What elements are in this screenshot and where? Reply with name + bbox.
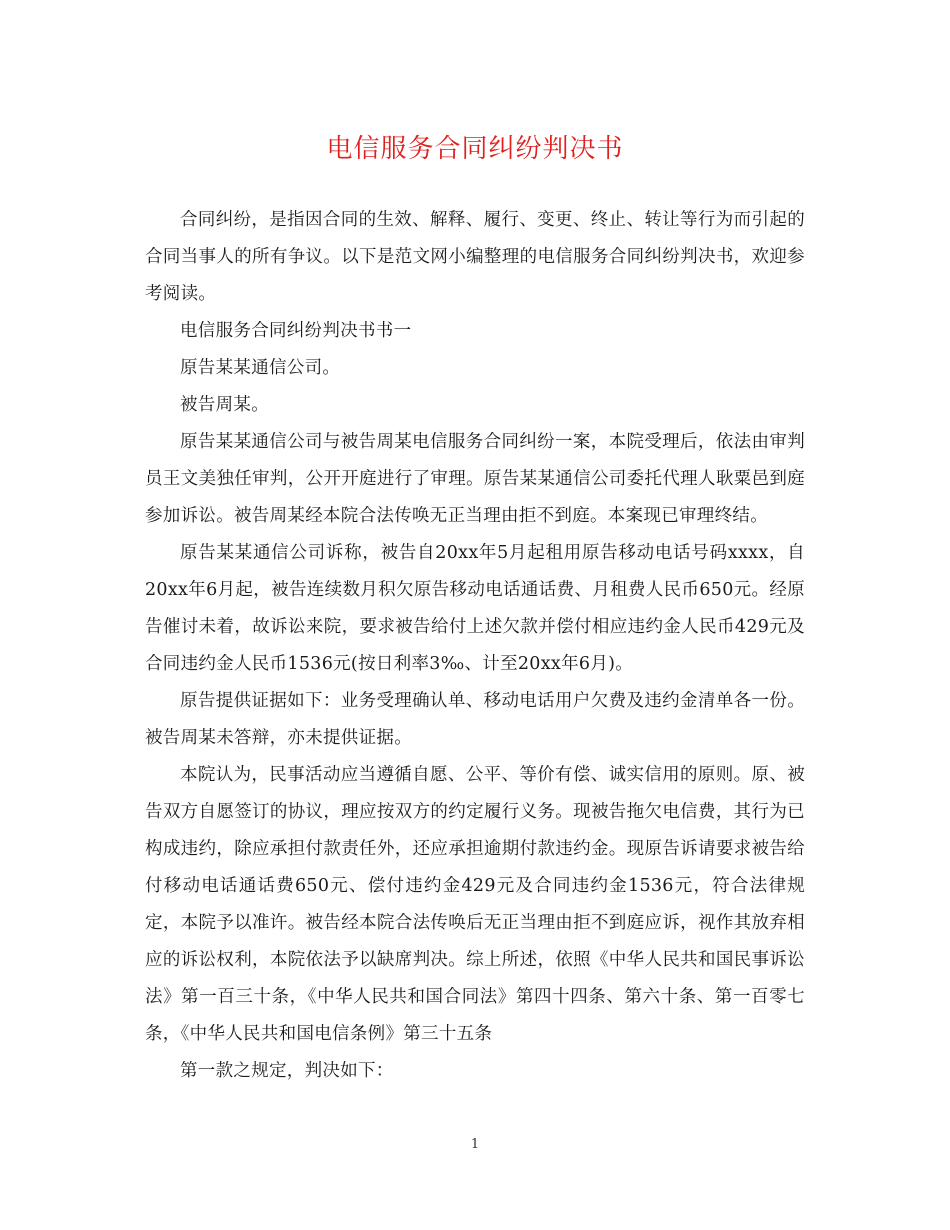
case-paragraph: 原告某某通信公司与被告周某电信服务合同纠纷一案，本院受理后，依法由审判员王文美独任审判，公开开庭进行了审理。原告某某通信公司委托代理人耿粟邑到庭参加诉讼。被告周某经本院合法传唤无正当理由拒不到庭。本案现已审理终结。 [145, 432, 805, 526]
section-heading: 电信服务合同纠纷判决书书一 [180, 321, 412, 341]
page-number: 1 [470, 1137, 480, 1152]
defendant-line: 被告周某。 [180, 395, 269, 415]
intro-paragraph: 合同纠纷，是指因合同的生效、解释、履行、变更、终止、转让等行为而引起的合同当事人的所有争议。以下是范文网小编整理的电信服务合同纠纷判决书，欢迎参考阅读。 [145, 210, 805, 304]
court-opinion-paragraph: 本院认为，民事活动应当遵循自愿、公平、等价有偿、诚实信用的原则。原、被告双方自愿签订的协议，理应按双方的约定履行义务。现被告拖欠电信费，其行为已构成违约，除应承担付款责任外，还应承担逾期付款违约金。现原告诉请要求被告给付移动电话通话费650元、偿付违约金429元及合同违约金1536元，符合法律规定，本院予以准许。被告经本院合法传唤后无正当理由拒不到庭应诉，视作其放弃相应的诉讼权利，本院依法予以缺席判决。综上所述，依照《中华人民共和国民事诉讼法》第一百三十条，《中华人民共和国合同法》第四十四条、第六十条、第一百零七条，《中华人民共和国电信条例》第三十五条 [145, 765, 805, 1044]
document-body [145, 202, 805, 1090]
claim-paragraph: 原告某某通信公司诉称，被告自20xx年5月起租用原告移动电话号码xxxx，自20xx年6月起，被告连续数月积欠原告移动电话通话费、月租费人民币650元。经原告催讨未着，故诉讼来院，要求被告给付上述欠款并偿付相应违约金人民币429元及合同违约金人民币1536元(按日利率3‰、计至20xx年6月)。 [145, 543, 805, 674]
document-title: 电信服务合同纠纷判决书 [326, 134, 624, 164]
evidence-paragraph: 原告提供证据如下：业务受理确认单、移动电话用户欠费及违约金清单各一份。 被告周某未答辩，亦未提供证据。 [145, 691, 805, 748]
judgment-intro-line: 第一款之规定，判决如下： [180, 1061, 394, 1081]
plaintiff-line: 原告某某通信公司。 [180, 358, 341, 378]
